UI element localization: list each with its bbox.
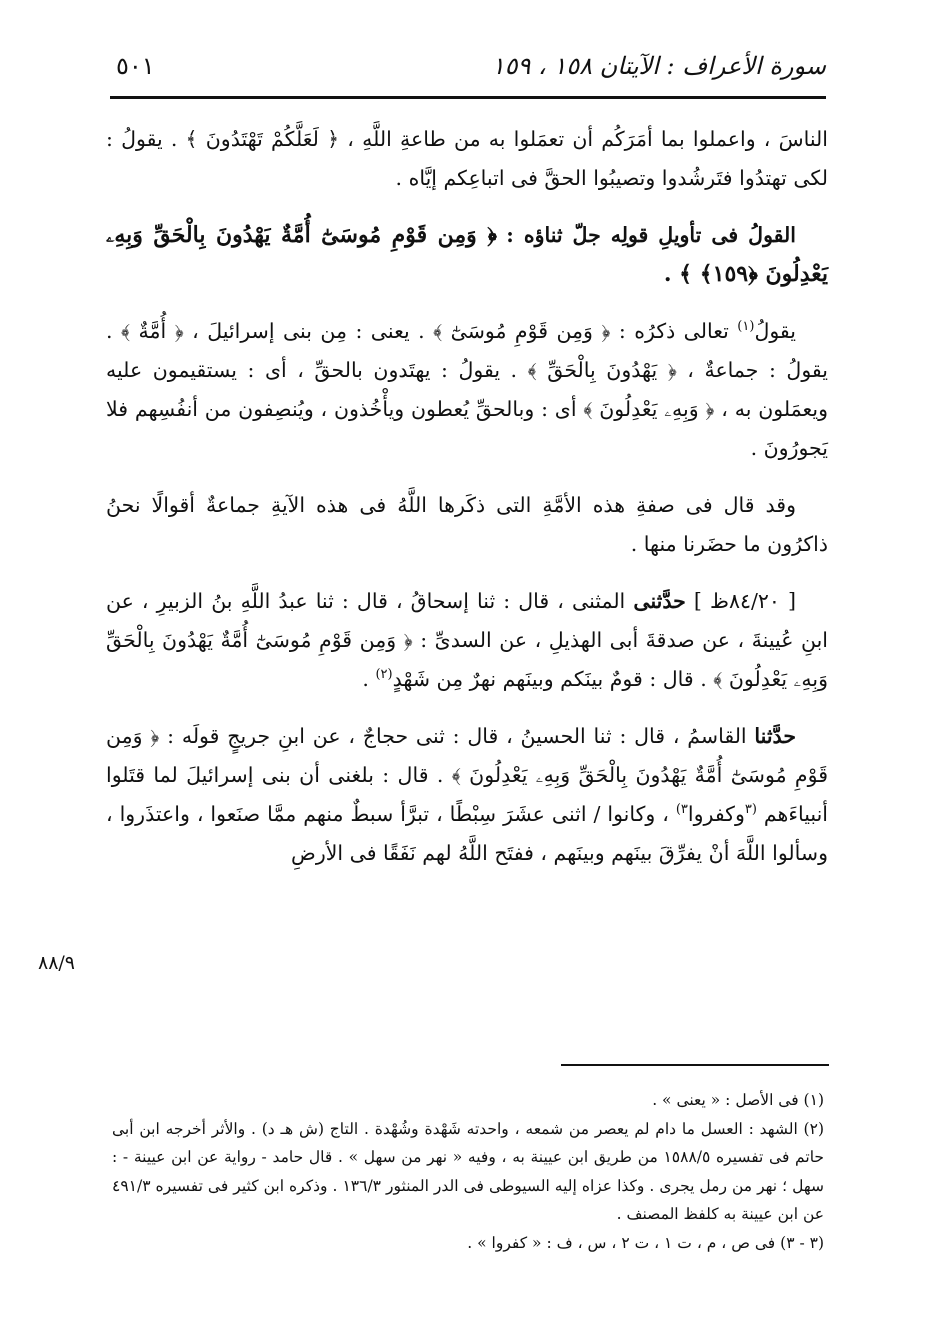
header-divider (110, 96, 826, 99)
paragraph-1-text: الناسَ ، واعملوا بما أمَرَكُم أن تعمَلوا به من طاعةِ اللَّهِ ، ﴿ لَعَلَّكُمْ تَهْتَدُونَ ﴾ . يقولُ : لكى تهتدُوا فتَرشُدوا وتصيبُوا الحقَّ فى اتباعِكم إيَّاه . (106, 127, 828, 190)
paragraph-5-end: . (362, 667, 376, 691)
footnote-3: (٣ - ٣) فى ص ، م ، ت ١ ، ت ٢ ، س ، ف : « كفروا » . (467, 1233, 824, 1252)
paragraph-6-text-c: ، وكانوا / اثنى عشَرَ سِبْطًا ، تبرَّأ سبطٌ منهم ممَّا صنَعوا ، واعتذَروا ، وسألوا اللَّهَ أنْ يفرِّقَ بينَهم وبينَهم ، ففتَح اللَّهُ لهم نَفَقًا فى الأرضِ (106, 802, 828, 865)
paragraph-5 (106, 582, 828, 699)
paragraph-3-start: يقولُ (754, 319, 796, 343)
running-header (110, 48, 826, 88)
manuscript-ref: [ ٨٤/٢٠ظ ] (693, 589, 796, 613)
paragraph-6-text-b: وكفروا (687, 802, 745, 826)
paragraph-6 (106, 717, 828, 873)
paragraph-2 (106, 216, 828, 294)
margin-reference: ٨٨/٩ (38, 952, 76, 974)
page-number: ٥٠١ (116, 52, 155, 80)
main-text (106, 120, 828, 891)
section-heading: القولُ فى تأويلِ قولِه جلّ ثناؤه : (506, 223, 796, 247)
paragraph-3 (106, 312, 828, 468)
header-title: سورة الأعراف : الآيتان ١٥٨ ، ١٥٩ (491, 52, 826, 80)
footnote-ref-2: (٢) (375, 667, 393, 683)
isnad-lead-2: حدَّثنا (754, 724, 796, 748)
paragraph-1 (106, 120, 828, 198)
footnote-ref-1: (١) (737, 319, 755, 335)
footnote-2: (٢) الشهد : العسل ما دام لم يعصر من شمعه ، واحدته شَهْدة وشُهْدة . التاج (ش هـ د) . والأثر أخرجه ابن أبى حاتم فى تفسيره ١٥٨٨/٥ من طريق ابن عيينة به ، وفيه « نهر من سهل » . قال حامد - رواية عن ابن عيينة - : سهل ؛ نهر من رمل يجرى . وكذا عزاه إليه السيوطى فى الدر المنثور ١٣٦/٣ . وذكره ابن كثير فى تفسيره ٤٩١/٣ عن ابن عيينة به كلفظ المصنف . (112, 1119, 824, 1223)
paragraph-4-text: وقد قال فى صفةِ هذه الأمَّةِ التى ذكَرها اللَّهُ فى هذه الآيةِ جماعةٌ أقوالًا نحنُ ذاكرُون ما حضَرنا منها . (106, 493, 828, 556)
footnote-ref-3-close: ٣) (675, 802, 688, 818)
footnote-divider (561, 1064, 829, 1066)
paragraph-6-text-a: القاسمُ ، قال : ثنا الحسينُ ، قال : ثنى حجاجٌ ، عن ابنِ جريجٍ قولَه : ﴿ وَمِن قَوْمِ مُوسَىٰٓ أُمَّةٌ يَهْدُونَ بِالْحَقِّ وَبِهِۦ يَعْدِلُونَ ﴾ . قال : بلغنى أن بنى إسرائيلَ لما قتَلوا أنبياءَهم (106, 724, 828, 826)
footnotes (112, 1086, 824, 1257)
paragraph-3-text: تعالى ذكرُه : ﴿ وَمِن قَوْمِ مُوسَىٰٓ ﴾ . يعنى : مِن بنى إسرائيلَ ، ﴿ أُمَّةٌ ﴾ . يقولُ : جماعةٌ ، ﴿ يَهْدُونَ بِالْحَقِّ ﴾ . يقولُ : يهتَدون بالحقِّ ، أى : يستقيمون عليه ويعمَلون به ، ﴿ وَبِهِۦ يَعْدِلُونَ ﴾ أى : وبالحقِّ يُعطون ويأْخُذون ، ويُنصِفون من أنفُسِهم فلا يَجورُونَ . (106, 319, 828, 460)
footnote-1: (١) فى الأصل : « يعنى » . (652, 1091, 824, 1109)
quran-verse: ﴿ وَمِن قَوْمِ مُوسَىٰٓ أُمَّةٌ يَهْدُونَ بِالْحَقِّ وَبِهِۦ يَعْدِلُونَ ﴿١٥٩﴾ ﴾ . (106, 222, 828, 287)
footnote-ref-3-open: (٣ (744, 802, 757, 818)
isnad-lead: حدَّثنى (633, 589, 686, 613)
paragraph-5-text: المثنى ، قال : ثنا إسحاقُ ، قال : ثنا عبدُ اللَّهِ بنُ الزبيرِ ، عن ابنِ عُيينةَ ، عن صدقةَ أبى الهذيلِ ، عن السدىِّ : ﴿ وَمِن قَوْمِ مُوسَىٰٓ أُمَّةٌ يَهْدُونَ بِالْحَقِّ وَبِهِۦ يَعْدِلُونَ ﴾ . قال : قومٌ بينَكم وبينَهم نهرٌ مِن شَهْدٍ (106, 589, 828, 691)
paragraph-4 (106, 486, 828, 564)
